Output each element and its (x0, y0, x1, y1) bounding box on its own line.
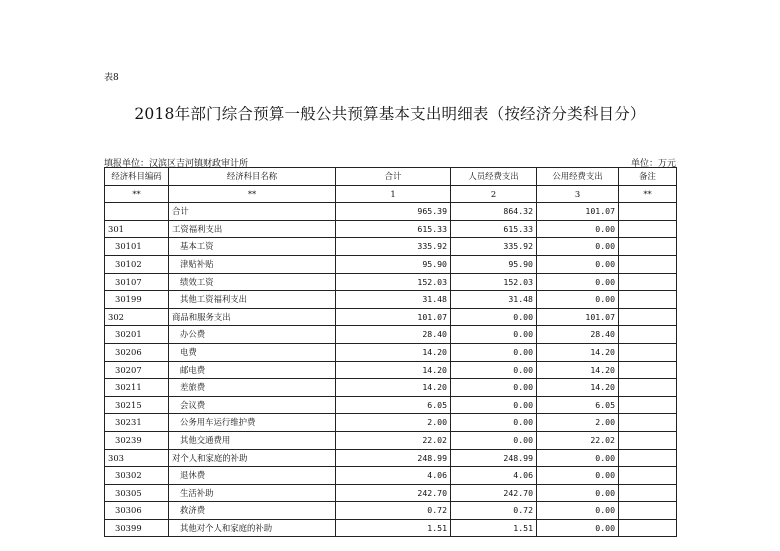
cell-code: 30399 (105, 519, 169, 537)
cell-name: 对个人和家庭的补助 (169, 449, 336, 467)
cell-personnel: 242.70 (451, 484, 537, 502)
table-row (105, 291, 677, 309)
cell-code: 30306 (105, 502, 169, 520)
cell-note (619, 255, 677, 273)
cell-total: 2.00 (336, 414, 451, 432)
cell-note (619, 361, 677, 379)
cell-personnel: 0.00 (451, 379, 537, 397)
cell-personnel: 0.00 (451, 431, 537, 449)
cell-name: 公务用车运行维护费 (169, 414, 336, 432)
cell-name: 生活补助 (169, 484, 336, 502)
table-number: 表8 (104, 73, 119, 83)
cell-name: 差旅费 (169, 379, 336, 397)
cell-public: 14.20 (537, 343, 619, 361)
cell-code: 30211 (105, 379, 169, 397)
cell-personnel: 0.00 (451, 343, 537, 361)
cell-note (619, 379, 677, 397)
header-total: 合计 (336, 168, 451, 186)
table-row (105, 484, 677, 502)
cell-total: 965.39 (336, 203, 451, 221)
cell-total: 248.99 (336, 449, 451, 467)
cell-total: 1.51 (336, 519, 451, 537)
cell-code: 30101 (105, 238, 169, 256)
cell-name: 绩效工资 (169, 273, 336, 291)
cell-code: 30302 (105, 467, 169, 485)
cell-code: 30231 (105, 414, 169, 432)
cell-code: 30207 (105, 361, 169, 379)
cell-public: 0.00 (537, 220, 619, 238)
cell-code: 30201 (105, 326, 169, 344)
cell-personnel: 0.00 (451, 414, 537, 432)
index-personnel: 2 (451, 185, 537, 203)
index-row (105, 185, 677, 203)
cell-public: 0.00 (537, 502, 619, 520)
cell-name: 会议费 (169, 396, 336, 414)
cell-total: 242.70 (336, 484, 451, 502)
cell-total: 615.33 (336, 220, 451, 238)
cell-personnel: 248.99 (451, 449, 537, 467)
cell-public: 0.00 (537, 519, 619, 537)
cell-public: 0.00 (537, 255, 619, 273)
cell-code: 30305 (105, 484, 169, 502)
cell-public: 22.02 (537, 431, 619, 449)
cell-personnel: 1.51 (451, 519, 537, 537)
header-personnel: 人员经费支出 (451, 168, 537, 186)
cell-total: 31.48 (336, 291, 451, 309)
cell-code: 30215 (105, 396, 169, 414)
cell-public: 0.00 (537, 449, 619, 467)
table-row (105, 361, 677, 379)
cell-personnel: 864.32 (451, 203, 537, 221)
header-public: 公用经费支出 (537, 168, 619, 186)
cell-public: 101.07 (537, 308, 619, 326)
table-row (105, 308, 677, 326)
table-row (105, 396, 677, 414)
cell-note (619, 396, 677, 414)
cell-name: 电费 (169, 343, 336, 361)
cell-note (619, 484, 677, 502)
cell-public: 0.00 (537, 291, 619, 309)
cell-note (619, 238, 677, 256)
cell-name: 救济费 (169, 502, 336, 520)
cell-code: 303 (105, 449, 169, 467)
cell-personnel: 152.03 (451, 273, 537, 291)
table-row (105, 449, 677, 467)
cell-name: 办公费 (169, 326, 336, 344)
table-row (105, 220, 677, 238)
cell-note (619, 431, 677, 449)
cell-total: 14.20 (336, 343, 451, 361)
cell-total: 14.20 (336, 361, 451, 379)
cell-total: 14.20 (336, 379, 451, 397)
cell-note (619, 519, 677, 537)
cell-total: 28.40 (336, 326, 451, 344)
table-row (105, 379, 677, 397)
cell-public: 0.00 (537, 467, 619, 485)
index-note: ** (619, 185, 677, 203)
cell-note (619, 291, 677, 309)
cell-total: 101.07 (336, 308, 451, 326)
cell-public: 14.20 (537, 361, 619, 379)
index-public: 3 (537, 185, 619, 203)
filler-unit: 填报单位：汉滨区吉河镇财政审计所 (104, 159, 249, 169)
cell-note (619, 326, 677, 344)
cell-note (619, 220, 677, 238)
cell-total: 22.02 (336, 431, 451, 449)
table-row (105, 519, 677, 537)
cell-public: 6.05 (537, 396, 619, 414)
cell-total: 95.90 (336, 255, 451, 273)
cell-total: 6.05 (336, 396, 451, 414)
cell-name: 其他对个人和家庭的补助 (169, 519, 336, 537)
cell-name: 邮电费 (169, 361, 336, 379)
cell-note (619, 414, 677, 432)
cell-personnel: 95.90 (451, 255, 537, 273)
cell-personnel: 0.00 (451, 326, 537, 344)
cell-note (619, 502, 677, 520)
cell-personnel: 0.72 (451, 502, 537, 520)
header-code: 经济科目编码 (105, 168, 169, 186)
cell-personnel: 0.00 (451, 308, 537, 326)
cell-public: 2.00 (537, 414, 619, 432)
table-row (105, 238, 677, 256)
cell-public: 28.40 (537, 326, 619, 344)
cell-note (619, 308, 677, 326)
cell-total: 152.03 (336, 273, 451, 291)
cell-note (619, 203, 677, 221)
cell-name: 其他交通费用 (169, 431, 336, 449)
cell-personnel: 615.33 (451, 220, 537, 238)
cell-public: 0.00 (537, 484, 619, 502)
table-row (105, 431, 677, 449)
page-title: 2018年部门综合预算一般公共预算基本支出明细表（按经济分类科目分） (134, 105, 646, 123)
cell-public: 0.00 (537, 238, 619, 256)
cell-personnel: 0.00 (451, 361, 537, 379)
cell-code: 302 (105, 308, 169, 326)
cell-public: 101.07 (537, 203, 619, 221)
currency-unit: 单位：万元 (630, 159, 676, 169)
cell-total: 335.92 (336, 238, 451, 256)
cell-code: 30239 (105, 431, 169, 449)
cell-personnel: 0.00 (451, 396, 537, 414)
cell-code: 30206 (105, 343, 169, 361)
table-row (105, 502, 677, 520)
cell-name: 工资福利支出 (169, 220, 336, 238)
cell-name: 合计 (169, 203, 336, 221)
cell-code (105, 203, 169, 221)
index-name: ** (169, 185, 336, 203)
cell-name: 津贴补贴 (169, 255, 336, 273)
table-row (105, 326, 677, 344)
cell-personnel: 335.92 (451, 238, 537, 256)
cell-code: 301 (105, 220, 169, 238)
header-name: 经济科目名称 (169, 168, 336, 186)
expenditure-table (104, 167, 677, 537)
table-row (105, 343, 677, 361)
cell-public: 0.00 (537, 273, 619, 291)
cell-personnel: 4.06 (451, 467, 537, 485)
cell-name: 商品和服务支出 (169, 308, 336, 326)
cell-code: 30102 (105, 255, 169, 273)
cell-note (619, 467, 677, 485)
header-row (105, 168, 677, 186)
index-total: 1 (336, 185, 451, 203)
index-code: ** (105, 185, 169, 203)
cell-name: 退休费 (169, 467, 336, 485)
cell-note (619, 343, 677, 361)
table-row (105, 273, 677, 291)
table-row (105, 467, 677, 485)
table-row (105, 255, 677, 273)
cell-code: 30107 (105, 273, 169, 291)
cell-note (619, 449, 677, 467)
cell-public: 14.20 (537, 379, 619, 397)
cell-name: 其他工资福利支出 (169, 291, 336, 309)
cell-name: 基本工资 (169, 238, 336, 256)
cell-total: 0.72 (336, 502, 451, 520)
table-row (105, 414, 677, 432)
table-row (105, 203, 677, 221)
cell-note (619, 273, 677, 291)
cell-total: 4.06 (336, 467, 451, 485)
cell-personnel: 31.48 (451, 291, 537, 309)
header-note: 备注 (619, 168, 677, 186)
cell-code: 30199 (105, 291, 169, 309)
